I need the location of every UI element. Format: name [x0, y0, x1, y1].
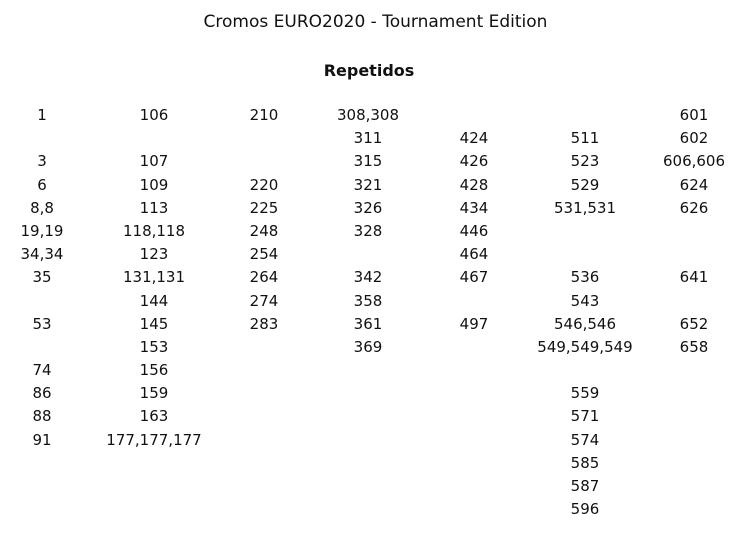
- sticker-number: [0, 336, 102, 359]
- sticker-number: 74: [32, 361, 52, 380]
- section-heading: Repetidos: [323, 61, 415, 80]
- sticker-column-2: [94, 104, 214, 452]
- sticker-number: 210: [249, 106, 279, 124]
- sticker-number: 153: [139, 337, 169, 356]
- sticker-number: 464: [459, 245, 489, 264]
- sticker-number: 3: [37, 152, 47, 171]
- sticker-number: 426: [459, 152, 489, 171]
- sticker-number: 658: [679, 337, 709, 356]
- sticker-number: [0, 127, 102, 150]
- sticker-number: 369: [353, 337, 383, 356]
- sticker-number: 602: [679, 129, 709, 148]
- sticker-number: 113: [139, 198, 169, 217]
- sticker-number: 342: [353, 268, 383, 287]
- sticker-number: 91: [32, 430, 52, 449]
- sticker-number: 428: [459, 175, 489, 194]
- sticker-number: 358: [353, 291, 383, 310]
- sticker-number: 641: [679, 268, 709, 287]
- sticker-number: 574: [570, 430, 600, 449]
- sticker-number: [204, 127, 324, 150]
- sticker-number: 571: [570, 407, 600, 426]
- sticker-number: [634, 290, 751, 313]
- sticker-number: 497: [459, 314, 489, 333]
- sticker-number: 264: [249, 268, 279, 287]
- sticker-number: 596: [570, 500, 600, 519]
- sticker-number: 308,308: [336, 106, 400, 124]
- sticker-number: [525, 359, 645, 382]
- sticker-number: 156: [139, 361, 169, 380]
- sticker-number: 511: [570, 129, 600, 148]
- sticker-number: [414, 104, 534, 127]
- sticker-number: 311: [353, 129, 383, 148]
- sticker-number: 543: [570, 291, 600, 310]
- sticker-number: 434: [459, 198, 489, 217]
- sticker-number: 53: [32, 314, 52, 333]
- sticker-number: 523: [570, 152, 600, 171]
- sticker-number: 283: [249, 314, 279, 333]
- sticker-number: 361: [353, 314, 383, 333]
- sticker-number: 529: [570, 175, 600, 194]
- sticker-number: 606,606: [662, 152, 726, 171]
- sticker-column-5: [414, 104, 534, 336]
- sticker-number: 109: [139, 175, 169, 194]
- sticker-number: 6: [37, 175, 47, 194]
- sticker-number: 254: [249, 245, 279, 264]
- sticker-number: 144: [139, 291, 169, 310]
- sticker-number: 536: [570, 268, 600, 287]
- sticker-number: 601: [679, 106, 709, 124]
- sticker-number: 321: [353, 175, 383, 194]
- sticker-number: 446: [459, 221, 489, 240]
- sticker-number: 1: [37, 106, 47, 124]
- sticker-number: [525, 243, 645, 266]
- sticker-number: 118,118: [122, 221, 186, 240]
- sticker-number: 587: [570, 477, 600, 495]
- sticker-number: 35: [32, 268, 52, 287]
- page-title: Cromos EURO2020 - Tournament Edition: [203, 12, 548, 32]
- sticker-column-6: [525, 104, 645, 521]
- sticker-number: 8,8: [30, 198, 54, 217]
- sticker-number: [634, 220, 751, 243]
- sticker-number: 585: [570, 453, 600, 472]
- sticker-number: 225: [249, 198, 279, 217]
- sticker-number: 86: [32, 384, 52, 403]
- sticker-number: 163: [139, 407, 169, 426]
- sticker-number: 326: [353, 198, 383, 217]
- sticker-number: 546,546: [553, 314, 617, 333]
- sticker-number: 19,19: [20, 221, 64, 240]
- sticker-number: 106: [139, 106, 169, 124]
- sticker-number: 531,531: [553, 198, 617, 217]
- sticker-number: [634, 243, 751, 266]
- sticker-number: 424: [459, 129, 489, 148]
- sticker-number: [0, 290, 102, 313]
- sticker-number: 467: [459, 268, 489, 287]
- sticker-number: 624: [679, 175, 709, 194]
- sticker-number: 88: [32, 407, 52, 426]
- sticker-number: [414, 290, 534, 313]
- sticker-number: 220: [249, 175, 279, 194]
- sticker-number: [525, 220, 645, 243]
- sticker-number: 159: [139, 384, 169, 403]
- sticker-number: 34,34: [20, 245, 64, 264]
- sticker-number: 328: [353, 221, 383, 240]
- sticker-column-3: [204, 104, 324, 336]
- sticker-number: 177,177,177: [106, 430, 202, 449]
- sticker-number: 145: [139, 314, 169, 333]
- sticker-number: 559: [570, 384, 600, 403]
- sticker-number: 626: [679, 198, 709, 217]
- sticker-number: 107: [139, 152, 169, 171]
- sticker-number: [525, 104, 645, 127]
- sticker-number: 652: [679, 314, 709, 333]
- sticker-number: [308, 243, 428, 266]
- sticker-number: 549,549,549: [537, 337, 633, 356]
- sticker-column-7: [634, 104, 751, 359]
- sticker-number: 274: [249, 291, 279, 310]
- sticker-number: 131,131: [122, 268, 186, 287]
- sticker-number: [94, 127, 214, 150]
- sticker-number: 315: [353, 152, 383, 171]
- sticker-column-4: [308, 104, 428, 359]
- sticker-number: 248: [249, 221, 279, 240]
- sticker-number: 123: [139, 245, 169, 264]
- sticker-number: [204, 150, 324, 173]
- sticker-column-1: [0, 104, 102, 452]
